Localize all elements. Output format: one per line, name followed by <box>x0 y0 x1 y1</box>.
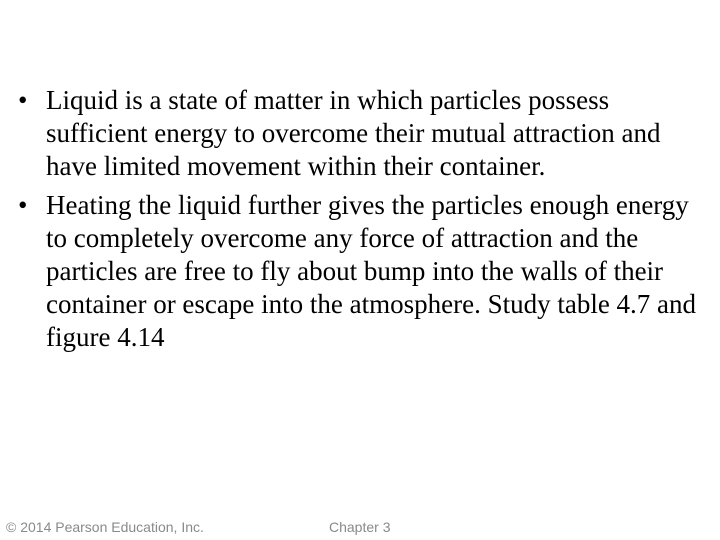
bullet-text: Liquid is a state of matter in which particles possess sufficient energy to overcome their mutual attraction and have limited movement within their container. <box>46 85 661 181</box>
bullet-text: Heating the liquid further gives the particles enough energy to completely overcome any force of attraction and the particles are free to fly about bump into the walls of their container or escape into the atmosphere. Study table 4.7 and figure 4.14 <box>46 190 697 352</box>
bullet-dot-icon: • <box>18 190 28 220</box>
chapter-footer: Chapter 3 <box>329 519 391 535</box>
copyright-footer: © 2014 Pearson Education, Inc. <box>6 519 204 535</box>
bullet-dot-icon: • <box>18 85 28 115</box>
bullet-list <box>18 84 698 360</box>
bullet-item-1 <box>18 84 698 183</box>
bullet-item-2 <box>18 189 698 354</box>
